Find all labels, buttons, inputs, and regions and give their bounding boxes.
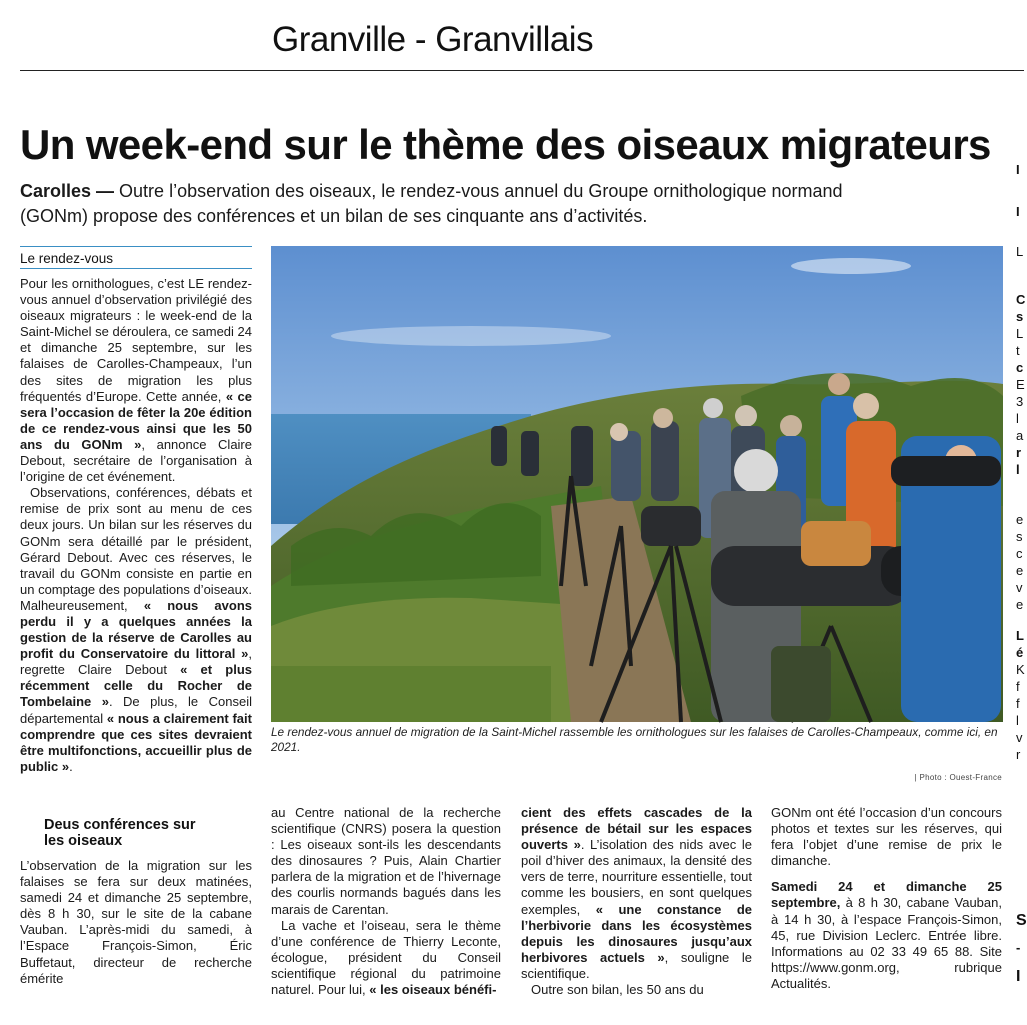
article-column-3 <box>521 805 752 998</box>
quote: « les oiseaux bénéfi- <box>369 982 497 998</box>
photo-credit: | Photo : Ouest-France <box>914 773 1002 782</box>
photo-caption: Le rendez-vous annuel de migration de la Saint-Michel rassemble les ornithologues sur les falaises de Carolles-Champeaux, comme ici, en 2021. <box>271 725 998 754</box>
edge-letter: f <box>1016 679 1020 694</box>
edge-letter: K <box>1016 662 1025 677</box>
header-rule <box>20 70 1024 71</box>
edge-letter: E <box>1016 377 1025 392</box>
edge-letter: r <box>1016 747 1021 762</box>
edge-letter: é <box>1016 645 1024 660</box>
edge-letter: a <box>1016 428 1024 443</box>
edge-letter: v <box>1016 730 1023 745</box>
quote: « nous a clairement fait comprendre que ces sites devraient être multifonctions, accueillir plus de public » <box>20 710 252 774</box>
text-run: . De plus, le Conseil départemental <box>20 694 252 726</box>
article-column-1 <box>20 276 252 775</box>
rubric-top-rule <box>20 246 252 247</box>
quote: « et plus récemment celle du Rocher de Tombelaine » <box>20 662 252 710</box>
text-run: , annonce Claire Debout, secrétaire de l’organisation à l’origine de cet événement. <box>20 436 252 485</box>
practical-info <box>771 879 1002 992</box>
edge-letter: S <box>1016 912 1027 929</box>
edge-letter: e <box>1016 597 1024 612</box>
edge-letter: l <box>1016 713 1019 728</box>
paragraph: Outre son bilan, les 50 ans du <box>531 982 704 998</box>
edge-letter: e <box>1016 512 1024 527</box>
edge-letter: l <box>1016 462 1020 477</box>
text-run: . <box>69 758 73 774</box>
quote: « nous avons perdu il y a quelques années la gestion de la réserve de Carolles au profit du Conservatoire du littoral » <box>20 597 252 662</box>
text-run: , souligne le scientifique. <box>521 949 752 981</box>
paragraph: GONm ont été l’occasion d’un concours photos et textes sur les réserves, qui fera l’objet d’une remise de prix le dimanche. <box>771 805 1002 869</box>
edge-letter: L <box>1016 244 1024 259</box>
lead-text: Outre l’observation des oiseaux, le rendez-vous annuel du Groupe ornithologique normand (GONm) propose des conférences et un bilan de ses cinquante ans d’activités. <box>20 181 843 226</box>
edge-letter: I <box>1016 162 1020 177</box>
birdwatchers-photo <box>271 246 1003 722</box>
text-run: Pour les ornithologues, c’est LE rendez-vous annuel d’observation privilégié des oiseaux migrateurs : le week-end de la Saint-Michel se déroulera, ce samedi 24 et dimanche 25 septembre, sur les falaises de Carolles-Champeaux, l’un des sites de migration les plus fréquentés d’Europe. Cette année, <box>20 276 252 404</box>
article-column-2 <box>271 805 501 998</box>
edge-letter: L <box>1016 628 1024 643</box>
paragraph <box>20 276 252 485</box>
rubric-bottom-rule <box>20 268 252 269</box>
paragraph: L’observation de la migration sur les falaises se fera sur deux matinées, samedi 24 et dimanche 25 septembre, dès 8 h 30, sur le site de la cabane Vauban. L’après-midi du samedi, à l’Espace François-Simon, Éric Buffetaut, directeur de recherche émérite <box>20 858 252 986</box>
edge-letter: L <box>1016 326 1024 341</box>
section-title: Granville - Granvillais <box>272 20 594 59</box>
lead-place: Carolles — <box>20 181 115 201</box>
edge-letter: s <box>1016 529 1023 544</box>
article-column-1-continued <box>20 858 252 987</box>
paragraph: au Centre national de la recherche scientifique (CNRS) posera la question : Les oiseaux sont-ils les descendants des dinosaures ? Puis, Alain Chartier parlera de la migration et de l’hivernage des courlis normands bagués dans les marais de Carentan. <box>271 805 501 917</box>
paragraph <box>521 805 752 982</box>
text-run: , regrette Claire Debout <box>20 646 252 678</box>
edge-letter: I <box>1016 204 1020 219</box>
edge-letter: c <box>1016 546 1023 561</box>
paragraph <box>20 485 252 775</box>
event-details: à 8 h 30, cabane Vauban, à 14 h 30, à l’espace François-Simon, 45, rue Division Leclerc. Entrée libre. Informations au 02 33 49 65 88. Site https://www.gonm.org, rubrique Actualités. <box>771 895 1002 991</box>
quote: « ce sera l’occasion de fêter la 20e édition de ce rendez-vous ainsi que les 50 ans du GONm » <box>20 388 252 452</box>
subheading: Deus conférences sur les oiseaux <box>44 817 196 849</box>
edge-letter: t <box>1016 343 1020 358</box>
article-photo <box>271 246 1003 722</box>
article-column-4 <box>771 805 1002 992</box>
edge-letter: 3 <box>1016 394 1024 409</box>
paragraph <box>271 918 501 998</box>
text-run: La vache et l’oiseau, sera le thème d’une conférence de Thierry Leconte, écologue, président du Conseil scientifique régional du patrimoine naturel. Pour lui, <box>271 917 501 998</box>
quote: « une constance de l’herbivorie dans les écosystèmes depuis les dinosaures jusqu’aux herbivores actuels » <box>521 901 752 965</box>
edge-letter: - <box>1016 940 1021 955</box>
edge-letter: l <box>1016 411 1019 426</box>
edge-letter: f <box>1016 696 1020 711</box>
edge-letter: c <box>1016 360 1024 375</box>
text-run: . L’isolation des nids avec le poil d’hiver des animaux, la densité des vers de terre, nourriture essentielle, tout comme les bousiers, en sont quelques exemples, <box>521 837 752 917</box>
edge-letter: r <box>1016 445 1022 460</box>
rubric-label: Le rendez-vous <box>20 251 114 266</box>
quote: cient des effets cascades de la présence de bétail sur les espaces ouverts » <box>521 805 752 853</box>
edge-letter: C <box>1016 292 1026 307</box>
article-headline: Un week-end sur le thème des oiseaux migrateurs <box>20 121 991 168</box>
edge-letter: v <box>1016 580 1023 595</box>
article-lead <box>20 179 850 229</box>
edge-letter: I <box>1016 968 1021 985</box>
event-dates: Samedi 24 et dimanche 25 septembre, <box>771 879 1002 911</box>
edge-letter: s <box>1016 309 1024 324</box>
edge-letter: e <box>1016 563 1024 578</box>
text-run: Observations, conférences, débats et remise de prix sont au menu de ces deux jours. Un bilan sur les réserves du GONm sera détaillé par le président, Gérard Debout. Avec ces réserves, le travail du GONm consiste en partie en un comptage des populations d’oiseaux. Malheureusement, <box>20 485 252 613</box>
